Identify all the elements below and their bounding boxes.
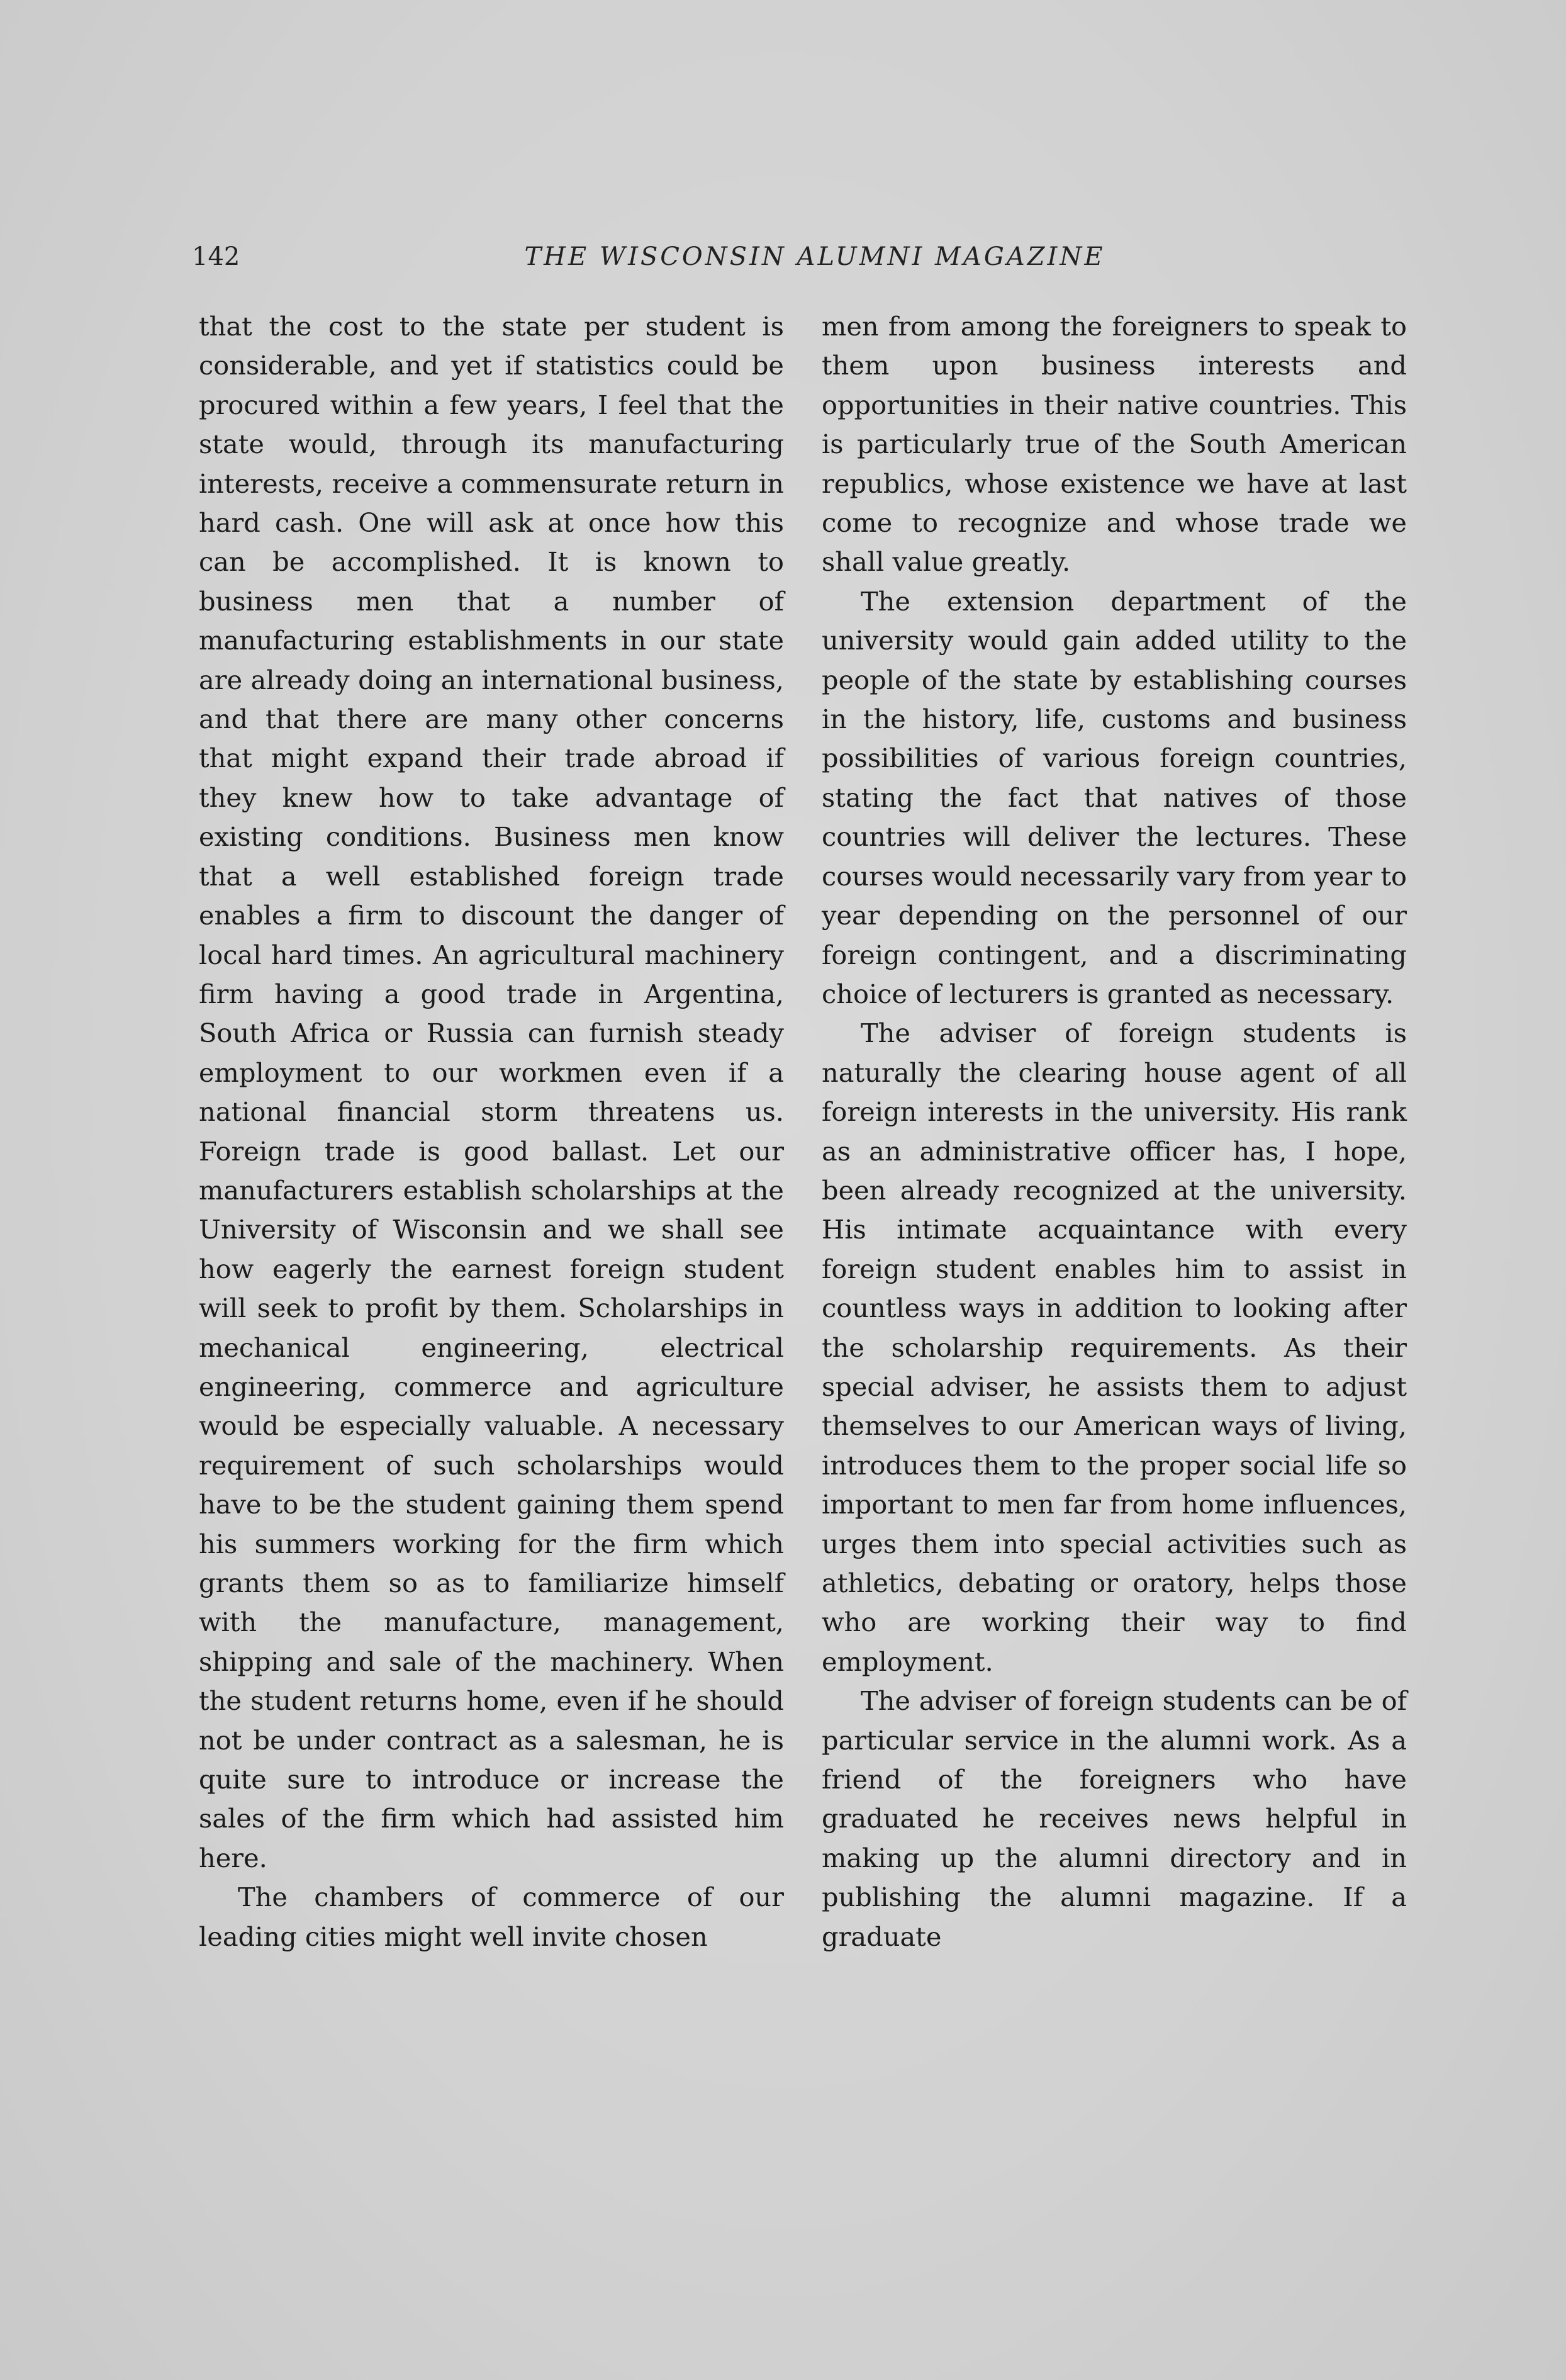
left-column: [199, 307, 784, 1956]
paragraph: The chambers of commerce of our leading cities might well invite chosen: [199, 1882, 784, 1952]
page-header: [192, 242, 1450, 286]
page-number: 142: [192, 242, 240, 271]
running-title: THE WISCONSIN ALUMNI MAGAZINE: [524, 242, 1105, 271]
paragraph: The extension department of the university would gain added utility to the people of the state by establishing courses in the history, life, customs and business possibilities of various foreign countries, stating the fact that natives of those countries will deliver the lectures. These courses would necessarily vary from year to year depending on the personnel of our foreign contingent, and a discriminating choice of lecturers is granted as necessary.: [822, 585, 1407, 1009]
paragraph: that the cost to the state per student is considerable, and yet if statistics could be procured within a few years, I feel that the state would, through its manufacturing interests, receive a commensurate return in hard cash. One will ask at once how this can be accomplished. It is known to business men that a number of manufacturing establishments in our state are already doing an international business, and that there are many other concerns that might expand their trade abroad if they knew how to take advantage of existing conditions. Business men know that a well established foreign trade enables a firm to discount the danger of local hard times. An agricultural machinery firm having a good trade in Argentina, South Africa or Russia can furnish steady employment to our workmen even if a national financial storm threatens us. Foreign trade is good ballast. Let our manufacturers establish scholarships at the University of Wisconsin and we shall see how eagerly the earnest foreign student will seek to profit by them. Scholarships in mechanical engineering, electrical engineering, commerce and agriculture would be especially valuable. A necessary requirement of such scholarships would have to be the student gaining them spend his summers working for the firm which grants them so as to familiarize himself with the manufacture, management, shipping and sale of the machinery. When the student returns home, even if he should not be under contract as a salesman, he is quite sure to introduce or increase the sales of the firm which had assisted him here.: [199, 311, 784, 1873]
paragraph: The adviser of foreign students is naturally the clearing house agent of all foreign interests in the university. His rank as an administrative officer has, I hope, been already recognized at the university. His intimate acquaintance with every foreign student enables him to assist in countless ways in addition to looking after the scholarship requirements. As their special adviser, he assists them to adjust themselves to our American ways of living, introduces them to the proper social life so important to men far from home influences, urges them into special activities such as athletics, debating or oratory, helps those who are working their way to find employment.: [822, 1018, 1407, 1677]
paragraph: men from among the foreigners to speak to them upon business interests and opportunities in their native countries. This is particularly true of the South American republics, whose existence we have at last come to recognize and whose trade we shall value greatly.: [822, 311, 1407, 578]
right-column: [822, 307, 1407, 1956]
paragraph: The adviser of foreign students can be of particular service in the alumni work. As a friend of the foreigners who have graduated he receives news helpful in making up the alumni directory and in publishing the alumni magazine. If a graduate: [822, 1685, 1407, 1952]
